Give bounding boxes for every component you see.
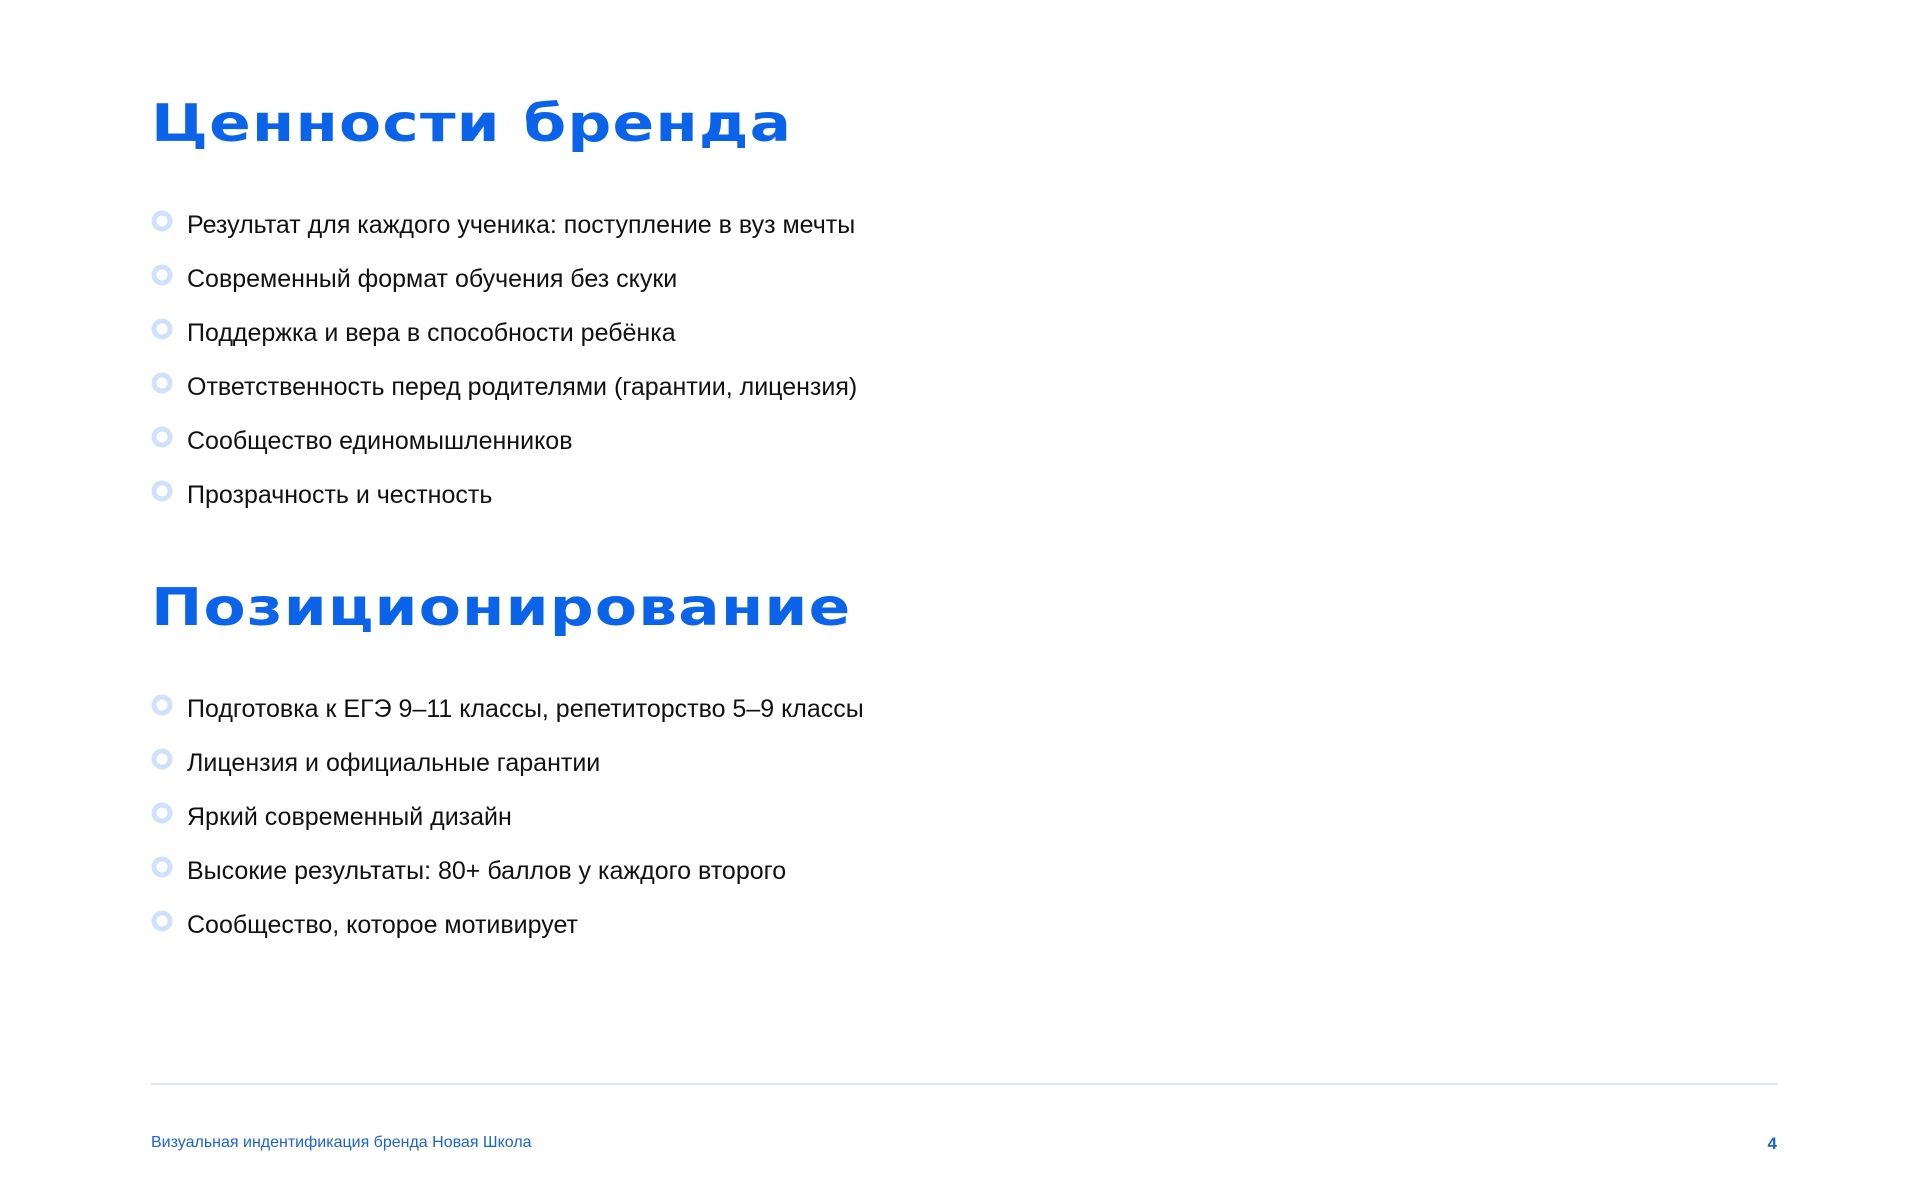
ring-bullet-icon <box>151 318 173 340</box>
ring-bullet-icon <box>151 910 173 932</box>
ring-bullet-icon <box>151 694 173 716</box>
footer-divider <box>151 1083 1778 1085</box>
list-item <box>151 318 857 372</box>
list-item <box>151 426 857 480</box>
list-item <box>151 372 857 426</box>
list-item <box>151 694 864 748</box>
list-item-text: Подготовка к ЕГЭ 9–11 классы, репетиторство 5–9 классы <box>187 695 864 723</box>
ring-bullet-icon <box>151 210 173 232</box>
list-item-text: Высокие результаты: 80+ баллов у каждого второго <box>187 857 787 885</box>
list-item <box>151 910 864 964</box>
list-item-text: Лицензия и официальные гарантии <box>187 749 601 777</box>
positioning-section <box>151 576 1781 939</box>
ring-bullet-icon <box>151 264 173 286</box>
positioning-list <box>151 694 864 964</box>
ring-bullet-icon <box>151 480 173 502</box>
brand-values-title: Ценности бренда <box>151 94 793 154</box>
list-item <box>151 264 857 318</box>
positioning-title: Позиционирование <box>151 578 852 638</box>
list-item <box>151 802 864 856</box>
ring-bullet-icon <box>151 748 173 770</box>
list-item-text: Ответственность перед родителями (гарантии, лицензия) <box>187 373 858 401</box>
list-item-text: Сообщество единомышленников <box>187 427 573 455</box>
list-item <box>151 748 864 802</box>
list-item-text: Поддержка и вера в способности ребёнка <box>187 319 676 347</box>
list-item-text: Результат для каждого ученика: поступление в вуз мечты <box>187 211 856 239</box>
footer-caption: Визуальная индентификация бренда Новая Школа <box>151 1134 532 1151</box>
list-item-text: Яркий современный дизайн <box>187 803 512 831</box>
page-number: 4 <box>1767 1134 1777 1153</box>
brand-values-section <box>151 92 1781 509</box>
list-item-text: Современный формат обучения без скуки <box>187 265 678 293</box>
list-item-text: Прозрачность и честность <box>187 481 493 509</box>
list-item <box>151 480 857 534</box>
ring-bullet-icon <box>151 426 173 448</box>
ring-bullet-icon <box>151 856 173 878</box>
ring-bullet-icon <box>151 372 173 394</box>
list-item <box>151 210 857 264</box>
list-item-text: Сообщество, которое мотивирует <box>187 911 578 939</box>
brand-values-list <box>151 210 857 534</box>
list-item <box>151 856 864 910</box>
ring-bullet-icon <box>151 802 173 824</box>
